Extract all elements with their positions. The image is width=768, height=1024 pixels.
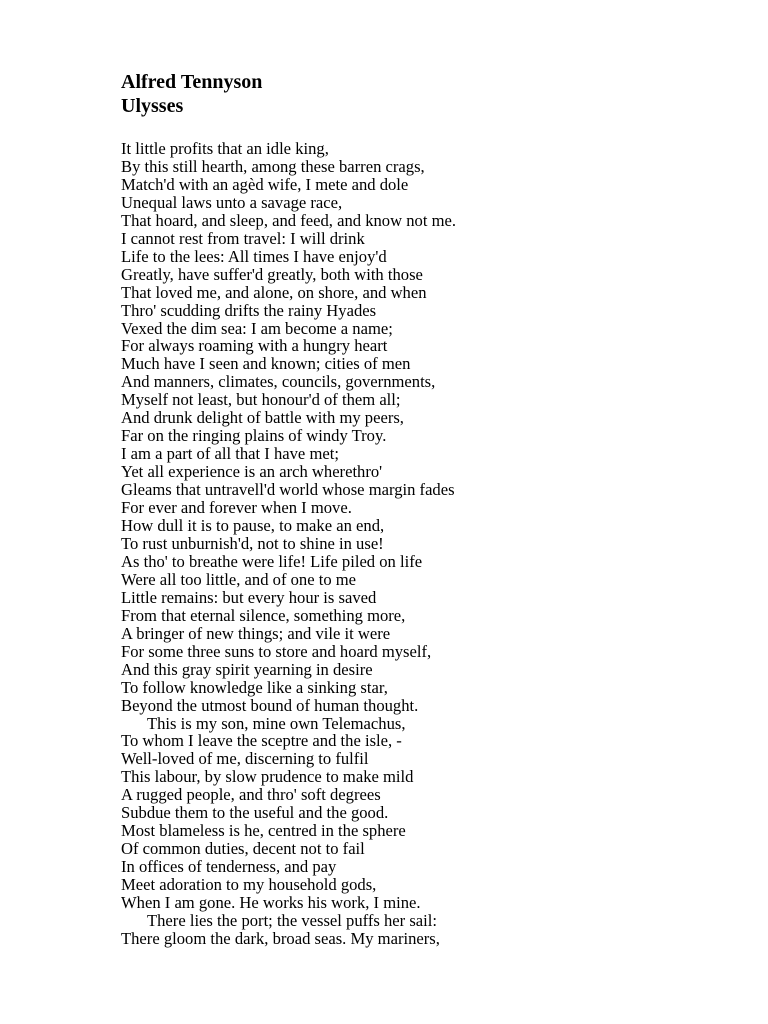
poem-line: Much have I seen and known; cities of men bbox=[121, 354, 411, 374]
poem-line: Unequal laws unto a savage race, bbox=[121, 192, 343, 212]
poem-line: There gloom the dark, broad seas. My mariners, bbox=[121, 928, 440, 948]
poem-line: As tho' to breathe were life! Life piled on life bbox=[121, 551, 423, 571]
poem-line: A rugged people, and thro' soft degrees bbox=[121, 785, 381, 805]
poem-line: Subdue them to the useful and the good. bbox=[121, 803, 389, 823]
poem-line: Far on the ringing plains of windy Troy. bbox=[121, 426, 387, 446]
poem-line: Thro' scudding drifts the rainy Hyades bbox=[121, 300, 377, 320]
poem-line: Beyond the utmost bound of human thought. bbox=[121, 695, 419, 715]
poem-title: Ulysses bbox=[121, 95, 184, 117]
poem-line: How dull it is to pause, to make an end, bbox=[121, 516, 385, 536]
poem-line: Myself not least, but honour'd of them all; bbox=[121, 390, 401, 410]
poem-line: A bringer of new things; and vile it were bbox=[121, 623, 391, 643]
poem-line: That hoard, and sleep, and feed, and know not me. bbox=[121, 210, 456, 230]
poem-line: Well-loved of me, discerning to fulfil bbox=[121, 749, 369, 769]
poem-line: Life to the lees: All times I have enjoy'd bbox=[121, 246, 387, 266]
poem-line: And this gray spirit yearning in desire bbox=[121, 659, 373, 679]
poem-line: Yet all experience is an arch wherethro' bbox=[121, 462, 383, 482]
poem-line: To rust unburnish'd, not to shine in use! bbox=[121, 533, 384, 553]
poem-line: And drunk delight of battle with my peers, bbox=[121, 408, 404, 428]
author-name: Alfred Tennyson bbox=[121, 71, 263, 93]
poem-line: To follow knowledge like a sinking star, bbox=[121, 677, 388, 697]
document-page bbox=[121, 70, 741, 948]
poem-line: To whom I leave the sceptre and the isle, - bbox=[121, 731, 402, 751]
poem-line: And manners, climates, councils, governments, bbox=[121, 372, 436, 392]
poem-line: This labour, by slow prudence to make mild bbox=[121, 767, 414, 787]
poem-line: For some three suns to store and hoard myself, bbox=[121, 641, 432, 661]
poem-line: That loved me, and alone, on shore, and when bbox=[121, 282, 427, 302]
poem-line: It little profits that an idle king, bbox=[121, 139, 329, 158]
poem-line: There lies the port; the vessel puffs her sail: bbox=[147, 910, 438, 930]
poem-line: I cannot rest from travel: I will drink bbox=[121, 228, 365, 248]
poem-line: Greatly, have suffer'd greatly, both with those bbox=[121, 264, 423, 284]
poem-line: Match'd with an agèd wife, I mete and dole bbox=[121, 174, 409, 194]
poem-line: By this still hearth, among these barren crags, bbox=[121, 156, 425, 176]
poem-body bbox=[121, 140, 741, 948]
poem-line: For always roaming with a hungry heart bbox=[121, 336, 388, 356]
poem-line: Most blameless is he, centred in the sphere bbox=[121, 821, 406, 841]
poem-line: From that eternal silence, something more, bbox=[121, 605, 406, 625]
poem-line: In offices of tenderness, and pay bbox=[121, 857, 337, 877]
poem-line: I am a part of all that I have met; bbox=[121, 444, 339, 464]
poem-line: Vexed the dim sea: I am become a name; bbox=[121, 318, 393, 338]
poem-line: Were all too little, and of one to me bbox=[121, 569, 357, 589]
poem-line: When I am gone. He works his work, I mine. bbox=[121, 893, 421, 913]
poem-line: This is my son, mine own Telemachus, bbox=[147, 713, 406, 733]
poem-line: Gleams that untravell'd world whose margin fades bbox=[121, 480, 455, 500]
poem-line: Little remains: but every hour is saved bbox=[121, 587, 377, 607]
poem-line: Of common duties, decent not to fail bbox=[121, 839, 365, 859]
poem-line: For ever and forever when I move. bbox=[121, 498, 352, 518]
poem-line: Meet adoration to my household gods, bbox=[121, 875, 377, 895]
